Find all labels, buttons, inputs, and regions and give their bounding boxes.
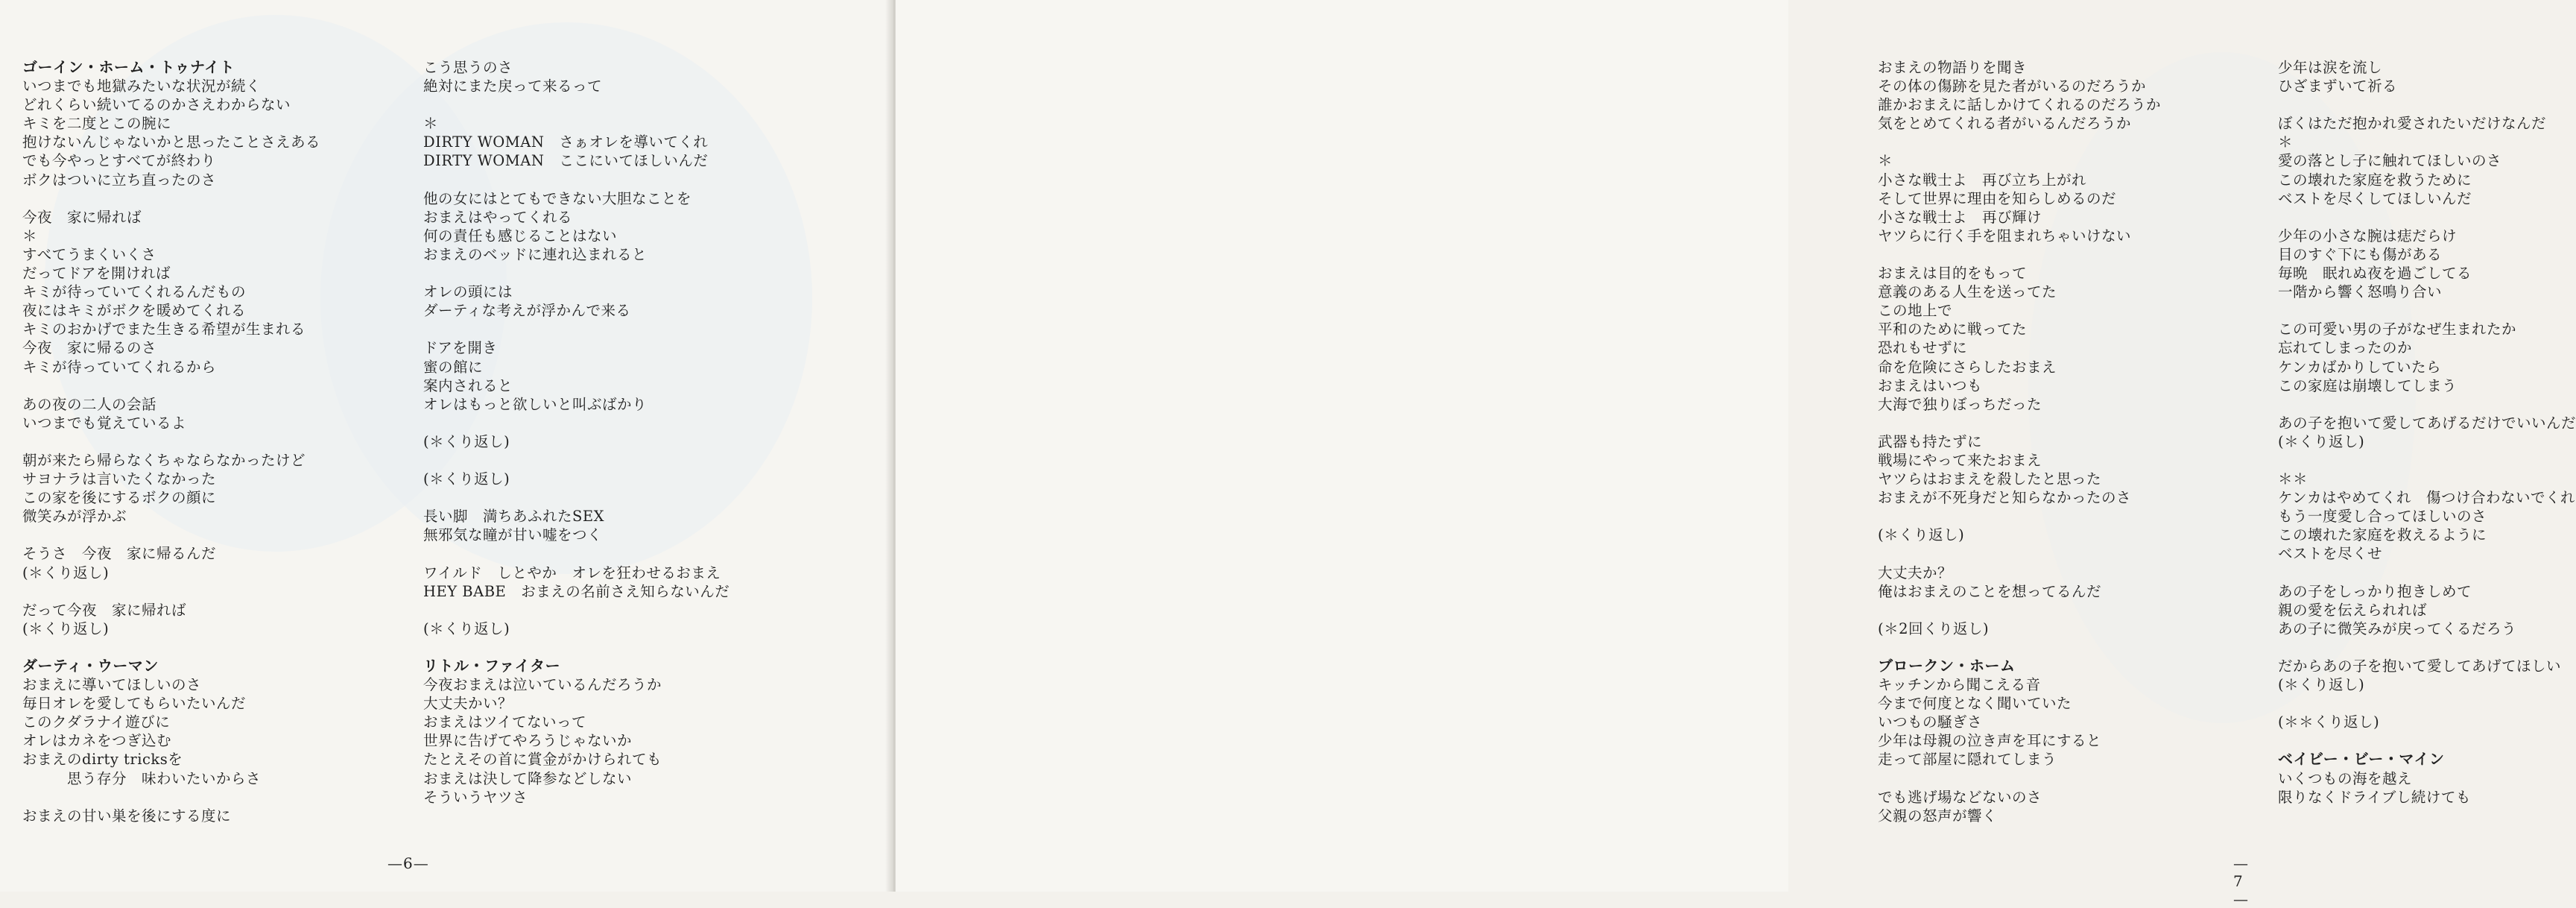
stanza-break bbox=[423, 264, 730, 283]
lyric-line: ＊ bbox=[2278, 133, 2294, 151]
lyric-line: (＊くり返し) bbox=[423, 470, 510, 488]
lyric-line: そういうヤツさ bbox=[423, 788, 528, 806]
lyrics-column-1 bbox=[22, 58, 320, 825]
lyric-line: オレはカネをつぎ込む bbox=[22, 732, 172, 750]
lyric-line: おまえは決して降参などしない bbox=[423, 769, 633, 787]
lyric-line: サヨナラは言いたくなかった bbox=[22, 470, 217, 488]
stanza-break bbox=[22, 189, 320, 208]
lyric-line: オレはもっと欲しいと叫ぶばかり bbox=[423, 395, 648, 413]
stanza-break bbox=[22, 638, 320, 657]
lyric-line: ＊ bbox=[423, 115, 439, 133]
lyric-line: キッチンから聞こえる音 bbox=[1878, 676, 2041, 694]
lyric-line: 毎日オレを愛してもらいたいんだ bbox=[22, 695, 247, 713]
stanza-break bbox=[22, 788, 320, 807]
lyric-line: この家を後にするボクの顔に bbox=[22, 489, 217, 507]
lyric-line: 大丈夫か？ bbox=[1878, 564, 1953, 581]
stanza-break bbox=[2278, 95, 2576, 114]
lyric-line: 蜜の館に bbox=[423, 358, 484, 376]
lyric-line: (＊くり返し) bbox=[2278, 432, 2365, 450]
lyric-line: ケンカばかりしていたら bbox=[2278, 358, 2442, 376]
lyric-line: すべてうまくいくさ bbox=[22, 245, 156, 263]
lyric-line: でも今やっとすべてが終わり bbox=[22, 152, 216, 170]
lyric-line: 目のすぐ下にも傷がある bbox=[2278, 245, 2443, 263]
lyric-line: キミが待っていてくれるから bbox=[22, 358, 217, 376]
lyric-line: 少年は母親の泣き声を耳にすると bbox=[1878, 732, 2102, 750]
lyric-line: そして世界に理由を知らしめるのだ bbox=[1878, 189, 2117, 207]
lyric-line: 長い脚 満ちあふれたSEX bbox=[423, 508, 604, 526]
lyric-line: 案内されると bbox=[423, 376, 513, 394]
lyric-line: DIRTY WOMAN ここにいてほしいんだ bbox=[423, 152, 709, 170]
lyric-line: このクダラナイ遊びに bbox=[22, 713, 171, 731]
stanza-break bbox=[423, 414, 730, 432]
stanza-break bbox=[1878, 414, 2161, 432]
lyric-line: でも逃げ場などないのさ bbox=[1878, 788, 2042, 806]
lyric-line: おまえが不死身だと知らなかったのさ bbox=[1878, 489, 2132, 507]
lyric-line: 抱けないんじゃないかと思ったことさえある bbox=[22, 133, 321, 151]
lyric-line: だからあの子を抱いて愛してあげてほしい bbox=[2278, 658, 2562, 675]
stanza-break bbox=[1878, 245, 2161, 264]
lyric-line: ケンカはやめてくれ 傷つけ合わないでくれ bbox=[2278, 489, 2576, 507]
stanza-break bbox=[423, 601, 730, 619]
lyric-line: DIRTY WOMAN さぁオレを導いてくれ bbox=[423, 133, 709, 151]
stanza-break bbox=[22, 376, 320, 395]
lyric-line: その体の傷跡を見た者がいるのだろうか bbox=[1878, 78, 2147, 95]
lyric-line: (＊くり返し) bbox=[22, 564, 110, 581]
lyric-line: 命を危険にさらしたおまえ bbox=[1878, 358, 2057, 376]
lyric-line: 思う存分 味わいたいからさ bbox=[22, 769, 262, 787]
right-page bbox=[896, 0, 2576, 908]
lyric-line: キミが待っていてくれるんだもの bbox=[22, 283, 247, 301]
page-number-left: —6— bbox=[387, 854, 429, 872]
left-page bbox=[0, 0, 893, 892]
lyric-line: おまえのdirty tricksを bbox=[22, 751, 183, 769]
stanza-break bbox=[2278, 301, 2576, 320]
lyric-line: ベストを尽くせ bbox=[2278, 545, 2383, 563]
lyric-line: ひざまずいて祈る bbox=[2278, 78, 2398, 95]
stanza-break bbox=[1878, 507, 2161, 526]
lyric-line: (＊くり返し) bbox=[423, 619, 510, 637]
lyric-line: 他の女にはとてもできない大胆なことを bbox=[423, 189, 692, 207]
lyric-line: 一階から響く怒鳴り合い bbox=[2278, 283, 2443, 301]
lyrics-column-3 bbox=[1878, 58, 2161, 825]
lyric-line: おまえはいつも bbox=[1878, 376, 1983, 394]
stanza-break bbox=[1878, 601, 2161, 619]
lyric-line: あの子に微笑みが戻ってくるだろう bbox=[2278, 619, 2517, 637]
lyric-line: 少年は涙を流し bbox=[2278, 59, 2383, 76]
lyric-line: ダーティな考えが浮かんで来る bbox=[423, 302, 631, 320]
lyric-line: 今夜 家に帰れば bbox=[22, 208, 142, 226]
lyric-line: そうさ 今夜 家に帰るんだ bbox=[22, 545, 217, 563]
song-title: ゴーイン・ホーム・トゥナイト bbox=[22, 58, 235, 76]
lyric-line: (＊＊くり返し) bbox=[2278, 713, 2380, 731]
lyric-line: 誰かおまえに話しかけてくれるのだろうか bbox=[1878, 96, 2162, 114]
lyric-line: いくつもの海を越え bbox=[2278, 769, 2413, 787]
lyric-line: 小さな戦士よ 再び輝け bbox=[1878, 208, 2042, 226]
lyrics-column-2 bbox=[423, 58, 730, 807]
lyric-line: こう思うのさ bbox=[423, 59, 513, 76]
lyric-line: 世界に告げてやろうじゃないか bbox=[423, 732, 633, 750]
lyric-line: 親の愛を伝えられれば bbox=[2278, 601, 2428, 619]
song-title: ダーティ・ウーマン bbox=[22, 657, 159, 675]
lyric-line: たとえその首に賞金がかけられても bbox=[423, 751, 662, 769]
lyric-line: どれくらい続いてるのかさえわからない bbox=[22, 96, 291, 114]
lyric-line: ヤツらはおまえを殺したと思った bbox=[1878, 470, 2102, 488]
lyric-line: キミのおかげでまた生きる希望が生まれる bbox=[22, 321, 306, 338]
lyric-line: ぼくはただ抱かれ愛されたいだけなんだ bbox=[2278, 115, 2547, 133]
stanza-break bbox=[1878, 769, 2161, 788]
lyric-line: 愛の落とし子に触れてほしいのさ bbox=[2278, 152, 2502, 170]
lyric-line: おまえに導いてほしいのさ bbox=[22, 676, 202, 694]
lyric-line: 大海で独りぼっちだった bbox=[1878, 395, 2042, 413]
lyric-line: 無邪気な瞳が甘い嘘をつく bbox=[423, 526, 603, 544]
lyric-line: HEY BABE おまえの名前さえ知らないんだ bbox=[423, 582, 730, 600]
song-title: リトル・ファイター bbox=[423, 657, 561, 675]
stanza-break bbox=[22, 526, 320, 544]
lyric-line: この地上で bbox=[1878, 302, 1953, 320]
lyric-line: 武器も持たずに bbox=[1878, 432, 1983, 450]
lyric-line: あの子をしっかり抱きしめて bbox=[2278, 582, 2472, 600]
lyric-line: 戦場にやって来たおまえ bbox=[1878, 451, 2042, 469]
stanza-break bbox=[423, 638, 730, 657]
lyric-line: 恐れもせずに bbox=[1878, 339, 1968, 357]
lyric-line: おまえはツイてないって bbox=[423, 713, 587, 731]
lyric-line: 父親の怒声が響く bbox=[1878, 807, 1998, 825]
lyric-line: 小さな戦士よ 再び立ち上がれ bbox=[1878, 171, 2087, 189]
lyric-line: 限りなくドライブし続けても bbox=[2278, 788, 2471, 806]
stanza-break bbox=[1878, 544, 2161, 563]
lyric-line: ワイルド しとやか オレを狂わせるおまえ bbox=[423, 564, 721, 581]
lyric-line: キミを二度とこの腕に bbox=[22, 115, 172, 133]
lyric-line: ＊ bbox=[22, 227, 38, 245]
lyric-line: いつまでも地獄みたいな状況が続く bbox=[22, 78, 262, 95]
lyric-line: この可愛い男の子がなぜ生まれたか bbox=[2278, 321, 2517, 338]
lyric-line: 微笑みが浮かぶ bbox=[22, 508, 127, 526]
lyric-line: 大丈夫かい？ bbox=[423, 695, 513, 713]
lyric-line: 意義のある人生を送ってた bbox=[1878, 283, 2057, 301]
stanza-break bbox=[423, 488, 730, 507]
stanza-break bbox=[423, 544, 730, 563]
lyric-line: 少年の小さな腕は痣だらけ bbox=[2278, 227, 2458, 245]
lyric-line: ボクはついに立ち直ったのさ bbox=[22, 171, 217, 189]
stanza-break bbox=[2278, 564, 2576, 582]
lyric-line: 今夜 家に帰るのさ bbox=[22, 339, 157, 357]
lyric-line: だって今夜 家に帰れば bbox=[22, 601, 187, 619]
lyric-line: この家庭は崩壊してしまう bbox=[2278, 376, 2458, 394]
song-title: ベイビー・ビー・マイン bbox=[2278, 750, 2445, 769]
stanza-break bbox=[2278, 638, 2576, 657]
lyric-line: 今まで何度となく聞いていた bbox=[1878, 695, 2072, 713]
stanza-break bbox=[2278, 731, 2576, 750]
lyric-line: (＊くり返し) bbox=[2278, 676, 2365, 694]
stanza-break bbox=[22, 582, 320, 601]
lyric-line: (＊くり返し) bbox=[22, 619, 110, 637]
lyric-line: この壊れた家庭を救うために bbox=[2278, 171, 2472, 189]
stanza-break bbox=[2278, 694, 2576, 713]
lyric-line: いつまでも覚えているよ bbox=[22, 414, 187, 432]
lyric-line: いつもの騒ぎさ bbox=[1878, 713, 1983, 731]
lyric-line: 俺はおまえのことを想ってるんだ bbox=[1878, 582, 2102, 600]
page-number-right: —7— bbox=[2233, 854, 2249, 908]
lyric-line: ヤツらに行く手を阻まれちゃいけない bbox=[1878, 227, 2132, 245]
lyric-line: あの子を抱いて愛してあげるだけでいいんだ bbox=[2278, 414, 2576, 432]
lyric-line: だってドアを開ければ bbox=[22, 265, 171, 283]
lyric-line: 朝が来たら帰らなくちゃならなかったけど bbox=[22, 451, 306, 469]
lyric-line: ベストを尽くしてほしいんだ bbox=[2278, 189, 2472, 207]
lyric-line: (＊くり返し) bbox=[1878, 526, 1965, 544]
lyric-line: ＊ bbox=[1878, 152, 1893, 170]
lyric-line: もう一度愛し合ってほしいのさ bbox=[2278, 508, 2487, 526]
stanza-break bbox=[423, 171, 730, 189]
stanza-break bbox=[423, 451, 730, 470]
lyric-line: オレの頭には bbox=[423, 283, 513, 301]
lyric-line: 毎晩 眠れぬ夜を過ごしてる bbox=[2278, 265, 2472, 283]
lyric-line: おまえは目的をもって bbox=[1878, 265, 2028, 283]
lyric-line: 忘れてしまったのか bbox=[2278, 339, 2413, 357]
stanza-break bbox=[2278, 451, 2576, 470]
lyric-line: (＊2回くり返し) bbox=[1878, 619, 1990, 637]
stanza-break bbox=[423, 95, 730, 114]
lyric-line: あの夜の二人の会話 bbox=[22, 395, 157, 413]
lyric-line: おまえのベッドに連れ込まれると bbox=[423, 245, 648, 263]
lyric-line: ＊＊ bbox=[2278, 470, 2308, 488]
lyric-line: ドアを開き bbox=[423, 339, 498, 357]
stanza-break bbox=[1878, 638, 2161, 657]
lyric-line: おまえはやってくれる bbox=[423, 208, 573, 226]
lyric-line: おまえの物語りを聞き bbox=[1878, 59, 2028, 76]
lyric-line: 絶対にまた戻って来るって bbox=[423, 78, 603, 95]
lyric-line: 今夜おまえは泣いているんだろうか bbox=[423, 676, 662, 694]
stanza-break bbox=[22, 432, 320, 451]
stanza-break bbox=[2278, 395, 2576, 414]
lyric-line: 平和のために戦ってた bbox=[1878, 321, 2028, 338]
lyric-line: (＊くり返し) bbox=[423, 432, 510, 450]
lyric-line: 気をとめてくれる者がいるんだろうか bbox=[1878, 115, 2132, 133]
lyric-line: おまえの甘い巣を後にする度に bbox=[22, 807, 232, 825]
lyric-line: 何の責任も感じることはない bbox=[423, 227, 618, 245]
stanza-break bbox=[2278, 208, 2576, 227]
song-title: ブロークン・ホーム bbox=[1878, 657, 2016, 675]
lyric-line: 夜にはキミがボクを暖めてくれる bbox=[22, 302, 247, 320]
lyrics-column-4 bbox=[2278, 58, 2576, 807]
lyric-line: この壊れた家庭を救えるように bbox=[2278, 526, 2487, 544]
stanza-break bbox=[1878, 133, 2161, 151]
lyric-line: 走って部屋に隠れてしまう bbox=[1878, 751, 2057, 769]
stanza-break bbox=[423, 320, 730, 338]
